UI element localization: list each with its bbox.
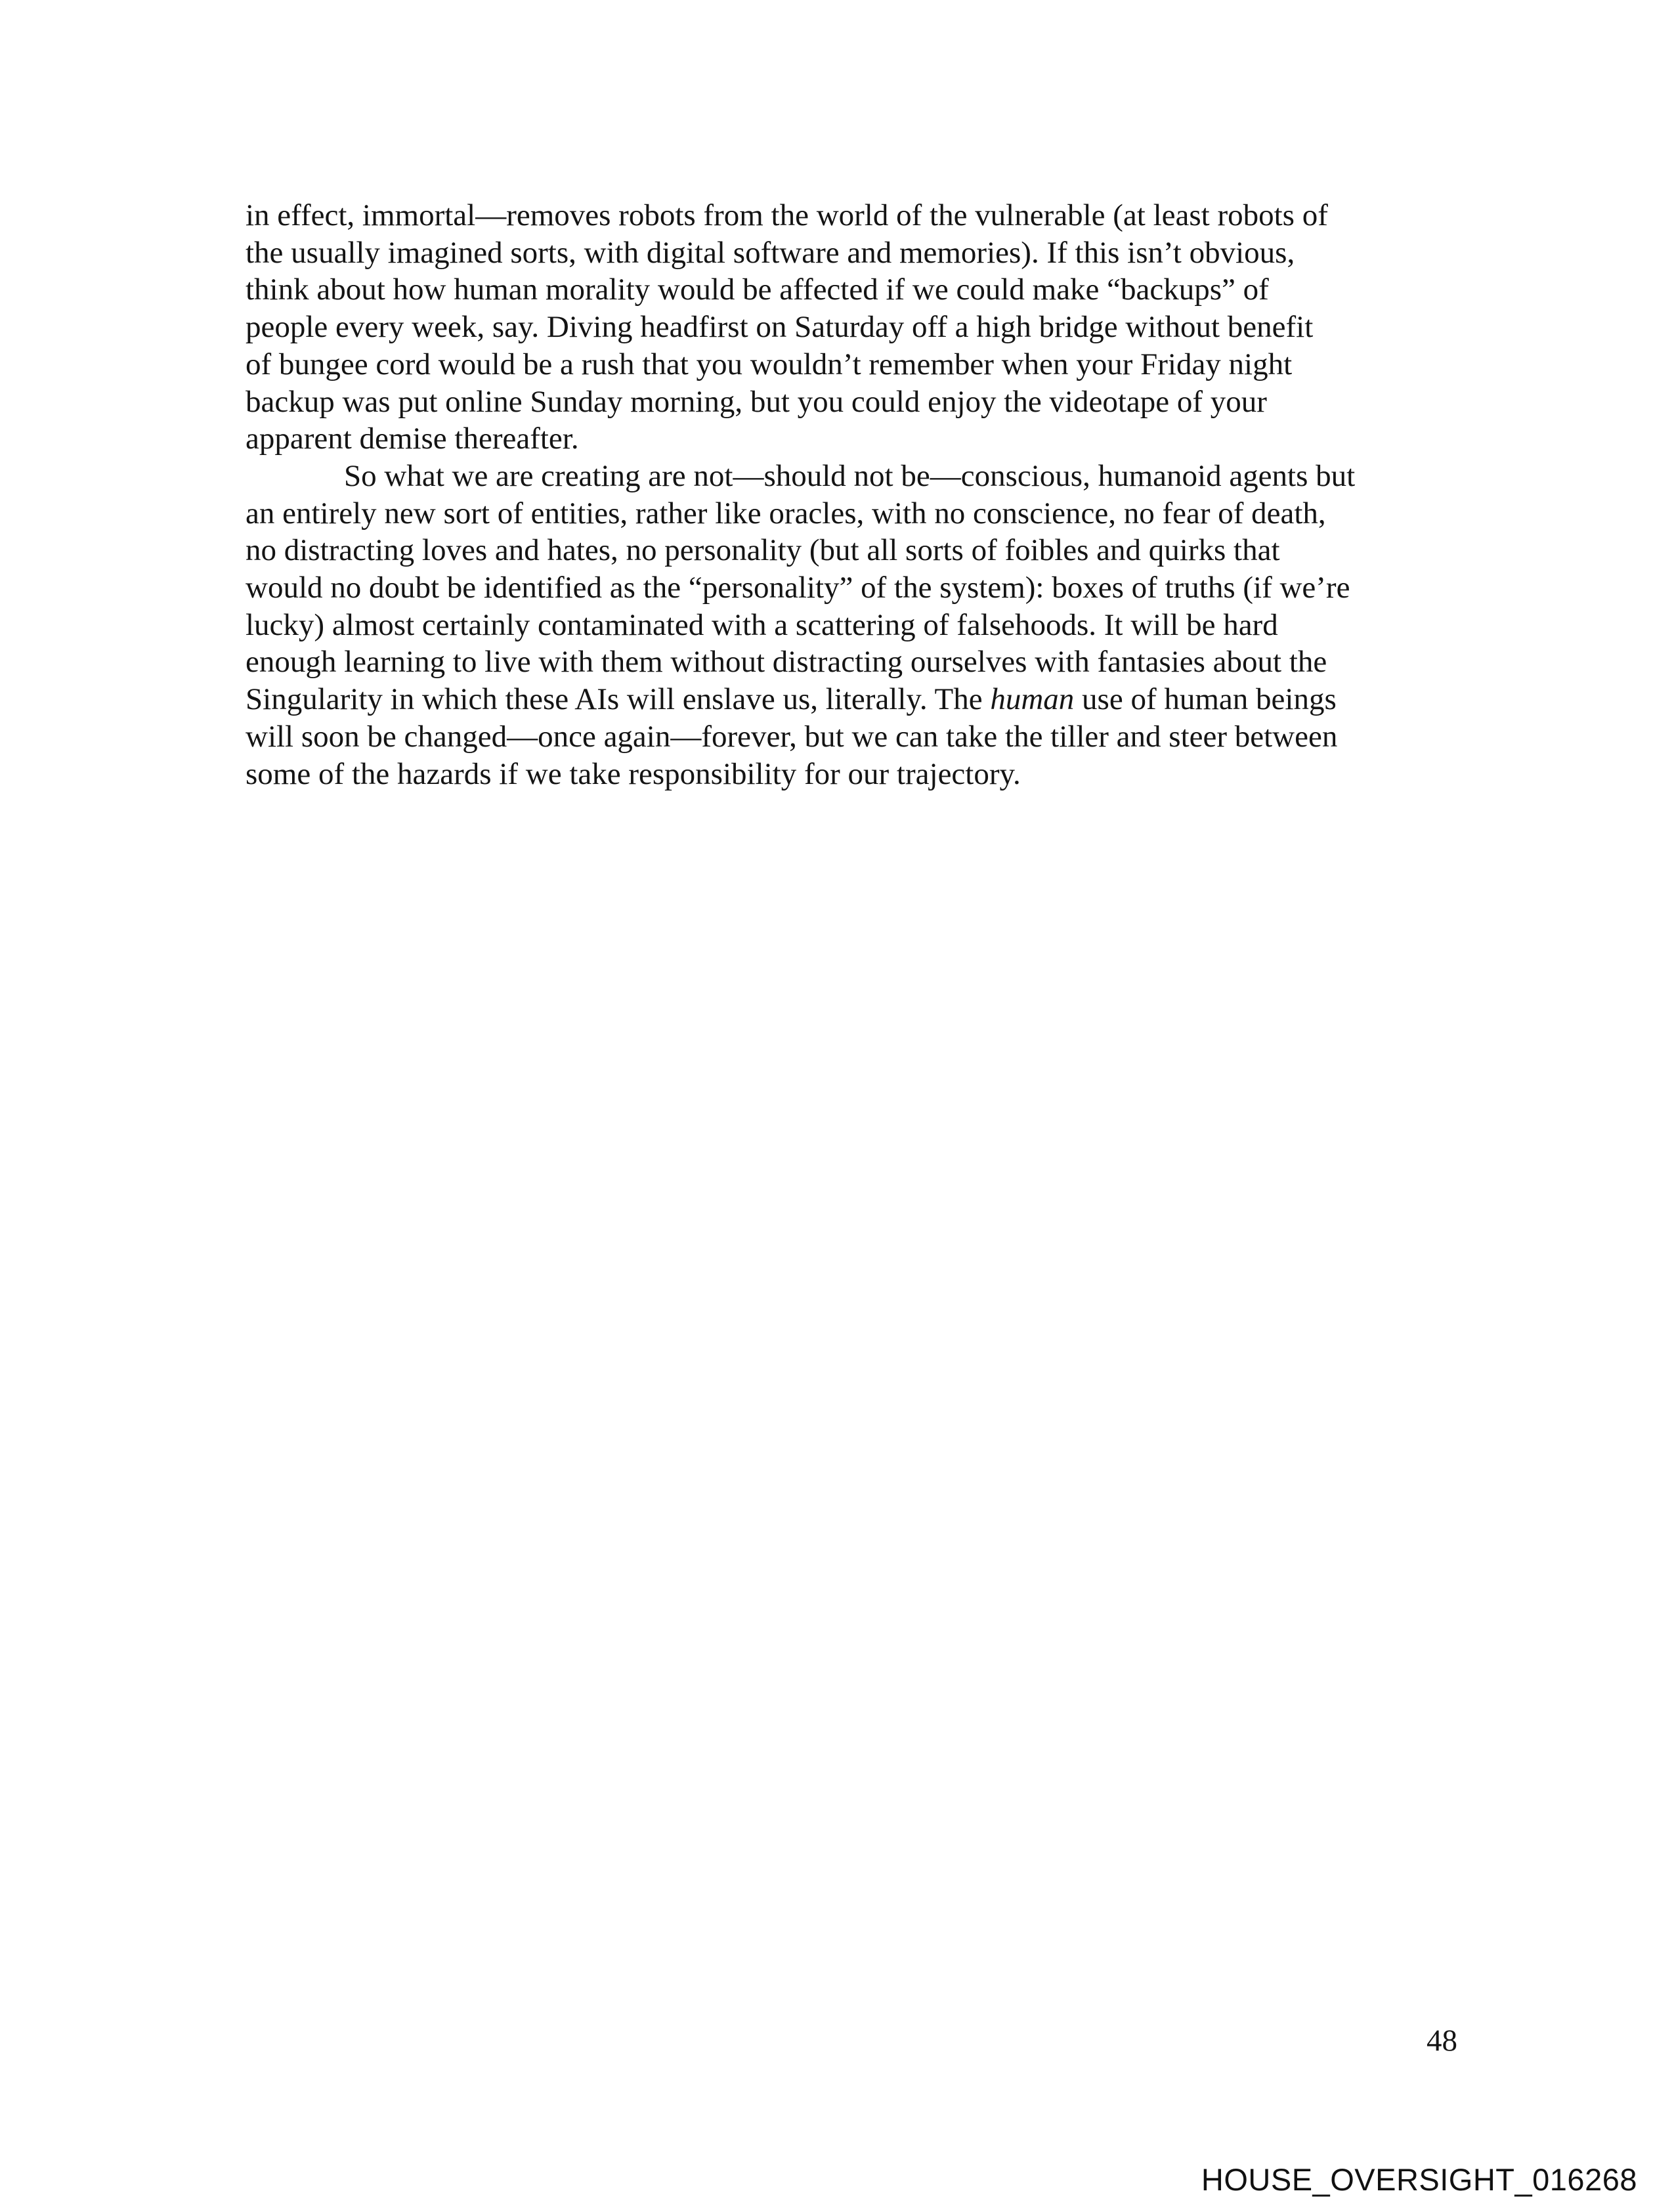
text-segment: use of human beings	[1074, 682, 1337, 717]
text-line: some of the hazards if we take responsibility for our trajectory.	[246, 756, 1021, 791]
text-line	[246, 681, 1440, 718]
text-line: So what we are creating are not—should not be—conscious, humanoid agents but	[344, 458, 1356, 493]
text-line: would no doubt be identified as the “personality” of the system): boxes of truths (if we’re	[246, 571, 1350, 605]
text-line: an entirely new sort of entities, rather like oracles, with no conscience, no fear of death,	[246, 496, 1326, 531]
text-line: people every week, say. Diving headfirst on Saturday off a high bridge without benefit	[246, 310, 1314, 345]
text-segment: Singularity in which these AIs will enslave us, literally. The	[246, 682, 991, 717]
text-line: no distracting loves and hates, no personality (but all sorts of foibles and quirks that	[246, 533, 1280, 568]
paragraph	[246, 197, 1440, 458]
page-number: 48	[1427, 2024, 1457, 2058]
text-line: of bungee cord would be a rush that you wouldn’t remember when your Friday night	[246, 347, 1293, 381]
body-text	[246, 197, 1440, 792]
emphasized-word: human	[990, 682, 1075, 717]
text-line: lucky) almost certainly contaminated with a scattering of falsehoods. It will be hard	[246, 607, 1278, 642]
text-line: backup was put online Sunday morning, but you could enjoy the videotape of your	[246, 384, 1267, 419]
paragraph	[246, 458, 1440, 792]
text-line: in effect, immortal—removes robots from the world of the vulnerable (at least robots of	[246, 198, 1328, 232]
text-line: enough learning to live with them without distracting ourselves with fantasies about the	[246, 645, 1327, 680]
text-line: will soon be changed—once again—forever, but we can take the tiller and steer between	[246, 719, 1338, 754]
text-line: think about how human morality would be affected if we could make “backups” of	[246, 272, 1269, 307]
bates-number: HOUSE_OVERSIGHT_016268	[1201, 2162, 1637, 2197]
text-line: the usually imagined sorts, with digital software and memories). If this isn’t obvious,	[246, 235, 1295, 270]
text-line: apparent demise thereafter.	[246, 422, 579, 456]
